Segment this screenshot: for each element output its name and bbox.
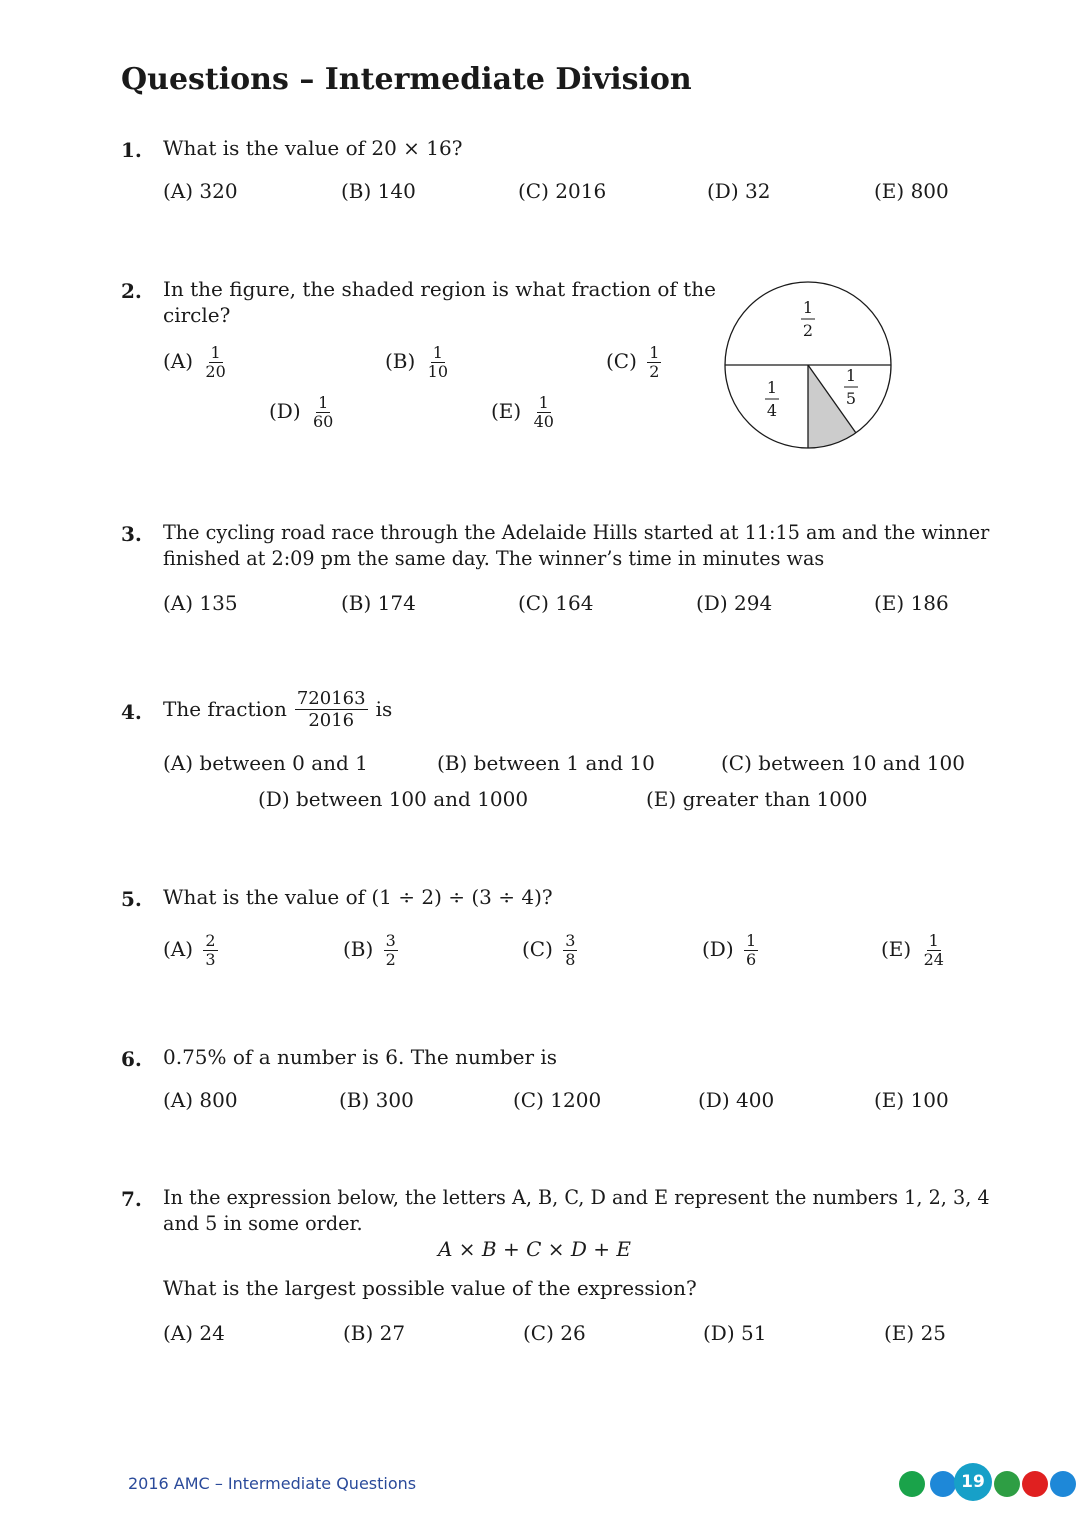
option-d: (D) 400 — [698, 1088, 775, 1112]
option-d: (D) 32 — [707, 179, 771, 203]
option-c: (C) 164 — [518, 591, 594, 615]
option-a — [163, 344, 228, 381]
option-label: (B) — [385, 349, 416, 373]
fraction-numerator: 1 — [928, 931, 939, 950]
option-d — [702, 932, 758, 969]
logo-dot-blue-2 — [1050, 1471, 1076, 1497]
fraction-numerator: 1 — [432, 343, 443, 362]
question-text-line-2: and 5 in some order. — [163, 1212, 363, 1235]
logo-dot-red — [1022, 1471, 1048, 1497]
fraction-denominator: 2 — [649, 362, 660, 381]
question-prompt: What is the largest possible value of the expression? — [163, 1276, 697, 1300]
option-c: (C) 1200 — [513, 1088, 602, 1112]
fraction-denominator: 40 — [533, 412, 554, 431]
option-b: (B) 27 — [343, 1321, 406, 1345]
option-b — [385, 344, 450, 381]
option-b: (B) 140 — [341, 179, 416, 203]
option-label: (D) — [269, 399, 301, 423]
option-a: (A) between 0 and 1 — [163, 751, 368, 775]
logo-dot-blue — [930, 1471, 956, 1497]
option-e: (E) 25 — [884, 1321, 947, 1345]
fraction-denominator: 2016 — [308, 710, 355, 731]
question-number: 2. — [121, 279, 142, 303]
option-e: (E) 186 — [874, 591, 949, 615]
option-c — [522, 932, 577, 969]
option-c: (C) between 10 and 100 — [721, 751, 965, 775]
option-a: (A) 135 — [163, 591, 238, 615]
fraction-numerator: 1 — [538, 393, 549, 412]
option-b: (B) 174 — [341, 591, 416, 615]
question-text-line-2: finished at 2:09 pm the same day. The winner’s time in minutes was — [163, 547, 825, 570]
fraction-denominator: 3 — [205, 950, 216, 969]
fraction-denominator: 10 — [427, 362, 449, 381]
logo-dot-green — [899, 1471, 925, 1497]
fraction — [295, 688, 368, 731]
option-label: (E) — [491, 399, 522, 423]
question-text-line-1: In the figure, the shaded region is what fraction of the — [163, 277, 716, 301]
text-after-fraction: is — [375, 697, 393, 721]
option-a: (A) 800 — [163, 1088, 238, 1112]
fraction-numerator: 3 — [385, 931, 396, 950]
question-text-line-2: circle? — [163, 303, 231, 327]
fraction-numerator: 1 — [210, 343, 221, 362]
option-label: (E) — [881, 937, 912, 961]
option-label: (C) — [522, 937, 553, 961]
label-fifth-denominator: 5 — [845, 389, 857, 408]
fraction-numerator: 1 — [318, 393, 329, 412]
option-d: (D) 51 — [703, 1321, 767, 1345]
option-label: (D) — [702, 937, 734, 961]
option-b — [343, 932, 398, 969]
option-e: (E) 100 — [874, 1088, 949, 1112]
text-before-fraction: The fraction — [163, 697, 287, 721]
option-label: (B) — [343, 937, 374, 961]
fraction-numerator: 1 — [746, 931, 757, 950]
option-a: (A) 320 — [163, 179, 238, 203]
option-a: (A) 24 — [163, 1321, 225, 1345]
footer-text: 2016 AMC – Intermediate Questions — [128, 1474, 417, 1493]
fraction-numerator: 3 — [565, 931, 576, 950]
question-number: 1. — [121, 138, 142, 162]
page-title: Questions – Intermediate Division — [121, 62, 692, 97]
fraction-denominator: 24 — [923, 950, 944, 969]
option-d: (D) 294 — [696, 591, 773, 615]
option-e: (E) 800 — [874, 179, 949, 203]
label-half-numerator: 1 — [802, 298, 814, 317]
option-a — [163, 932, 218, 969]
fraction-denominator: 8 — [565, 950, 576, 969]
question-number: 5. — [121, 887, 142, 911]
question-number: 7. — [121, 1187, 142, 1211]
logo-dot-green-2 — [994, 1471, 1020, 1497]
label-fifth-numerator: 1 — [845, 366, 857, 385]
option-b: (B) between 1 and 10 — [437, 751, 655, 775]
page-number-badge: 19 — [954, 1463, 992, 1501]
option-c: (C) 2016 — [518, 179, 607, 203]
question-text-line-1: The cycling road race through the Adelaide Hills started at 11:15 am and the winner — [163, 521, 990, 544]
fraction-numerator: 2 — [205, 931, 216, 950]
question-text — [163, 688, 392, 731]
question-text: 0.75% of a number is 6. The number is — [163, 1045, 558, 1069]
label-half-denominator: 2 — [802, 321, 814, 340]
option-d — [269, 394, 335, 431]
option-label: (C) — [606, 349, 637, 373]
option-e — [491, 394, 556, 431]
option-c: (C) 26 — [523, 1321, 586, 1345]
fraction-denominator: 6 — [746, 950, 757, 969]
circle-figure — [720, 280, 896, 452]
question-number: 4. — [121, 700, 142, 724]
fraction-denominator: 20 — [205, 362, 226, 381]
option-d: (D) between 100 and 1000 — [258, 787, 529, 811]
label-quarter-denominator: 4 — [766, 401, 778, 420]
question-text: What is the value of 20 × 16? — [163, 136, 463, 160]
fraction-numerator: 1 — [649, 343, 660, 362]
question-number: 3. — [121, 522, 142, 546]
option-e — [881, 932, 946, 969]
question-text-line-1: In the expression below, the letters A, B, C, D and E represent the numbers 1, 2, 3, 4 — [163, 1186, 990, 1209]
option-b: (B) 300 — [339, 1088, 414, 1112]
fraction-numerator: 720163 — [296, 688, 366, 709]
label-quarter-numerator: 1 — [766, 378, 778, 397]
fraction-denominator: 2 — [385, 950, 396, 969]
option-c — [606, 344, 661, 381]
fraction-denominator: 60 — [313, 412, 334, 431]
option-label: (A) — [163, 937, 194, 961]
question-text: What is the value of (1 ÷ 2) ÷ (3 ÷ 4)? — [163, 885, 553, 909]
option-label: (A) — [163, 349, 194, 373]
option-e: (E) greater than 1000 — [646, 787, 868, 811]
question-number: 6. — [121, 1047, 142, 1071]
expression: A × B + C × D + E — [438, 1237, 631, 1261]
